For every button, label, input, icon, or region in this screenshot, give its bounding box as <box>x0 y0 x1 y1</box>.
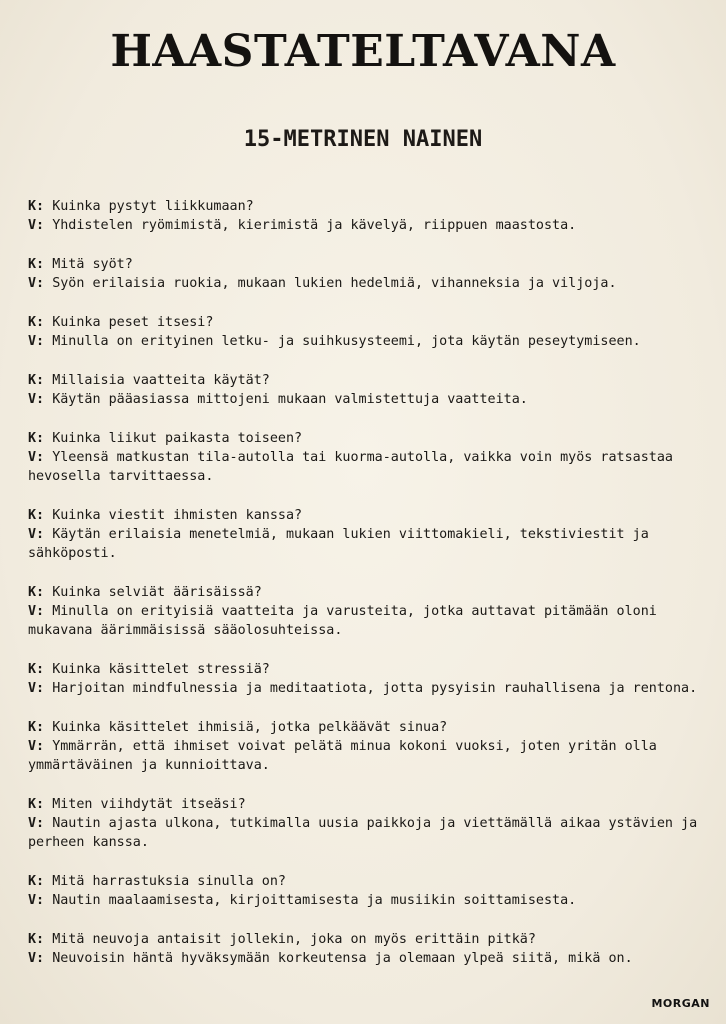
question-prefix: K: <box>28 508 45 523</box>
answer-line <box>28 679 703 698</box>
answer-line <box>28 949 703 968</box>
question-prefix: K: <box>28 932 45 947</box>
answer-text: Minulla on erityinen letku- ja suihkusysteemi, jota käytän peseytymiseen. <box>52 334 641 349</box>
question-text: Kuinka käsittelet stressiä? <box>52 662 270 677</box>
question-text: Kuinka selviät äärisäissä? <box>52 585 262 600</box>
answer-text: Käytän pääasiassa mittojeni mukaan valmistettuja vaatteita. <box>52 392 528 407</box>
answer-text: Nautin maalaamisesta, kirjoittamisesta ja musiikin soittamisesta. <box>52 893 577 908</box>
page-title: HAASTATELTAVANA <box>110 26 616 77</box>
answer-line <box>28 274 703 293</box>
answer-text: Neuvoisin häntä hyväksymään korkeutensa ja olemaan ylpeä siitä, mikä on. <box>52 951 633 966</box>
question-prefix: K: <box>28 431 45 446</box>
question-line <box>28 660 703 679</box>
answer-line <box>28 602 703 640</box>
answer-prefix: V: <box>28 604 45 619</box>
artist-signature: MORGAN <box>651 997 710 1010</box>
answer-prefix: V: <box>28 527 45 542</box>
question-line <box>28 197 703 216</box>
question-prefix: K: <box>28 874 45 889</box>
answer-line <box>28 814 703 852</box>
answer-prefix: V: <box>28 893 45 908</box>
qa-item <box>28 718 703 775</box>
answer-text: Yleensä matkustan tila-autolla tai kuorma-autolla, vaikka voin myös ratsastaa hevosella tarvittaessa. <box>28 450 673 484</box>
question-text: Millaisia vaatteita käytät? <box>52 373 270 388</box>
answer-text: Ymmärrän, että ihmiset voivat pelätä minua kokoni vuoksi, joten yritän olla ymmärtäväinen ja kunnioittava. <box>28 739 657 773</box>
question-line <box>28 371 703 390</box>
question-prefix: K: <box>28 662 45 677</box>
qa-item <box>28 371 703 409</box>
answer-line <box>28 390 703 409</box>
page-subtitle: 15-METRINEN NAINEN <box>243 127 483 152</box>
qa-item <box>28 872 703 910</box>
qa-list <box>28 197 703 988</box>
answer-line <box>28 448 703 486</box>
answer-line <box>28 737 703 775</box>
answer-prefix: V: <box>28 334 45 349</box>
qa-item <box>28 795 703 852</box>
question-prefix: K: <box>28 797 45 812</box>
qa-item <box>28 197 703 235</box>
question-prefix: K: <box>28 585 45 600</box>
question-text: Kuinka liikut paikasta toiseen? <box>52 431 303 446</box>
answer-prefix: V: <box>28 276 45 291</box>
question-prefix: K: <box>28 257 45 272</box>
question-line <box>28 795 703 814</box>
answer-line <box>28 525 703 563</box>
answer-prefix: V: <box>28 681 45 696</box>
answer-line <box>28 332 703 351</box>
answer-prefix: V: <box>28 450 45 465</box>
question-text: Mitä syöt? <box>52 257 133 272</box>
question-line <box>28 718 703 737</box>
question-line <box>28 506 703 525</box>
question-text: Kuinka peset itsesi? <box>52 315 214 330</box>
answer-prefix: V: <box>28 218 45 233</box>
answer-text: Syön erilaisia ruokia, mukaan lukien hedelmiä, vihanneksia ja viljoja. <box>52 276 617 291</box>
question-line <box>28 255 703 274</box>
answer-text: Käytän erilaisia menetelmiä, mukaan lukien viittomakieli, tekstiviestit ja sähköposti. <box>28 527 649 561</box>
question-text: Miten viihdytät itseäsi? <box>52 797 246 812</box>
answer-prefix: V: <box>28 951 45 966</box>
answer-text: Harjoitan mindfulnessia ja meditaatiota, jotta pysyisin rauhallisena ja rentona. <box>52 681 698 696</box>
question-text: Mitä harrastuksia sinulla on? <box>52 874 286 889</box>
qa-item <box>28 506 703 563</box>
answer-line <box>28 216 703 235</box>
question-text: Kuinka käsittelet ihmisiä, jotka pelkäävät sinua? <box>52 720 448 735</box>
answer-prefix: V: <box>28 816 45 831</box>
question-line <box>28 583 703 602</box>
question-text: Mitä neuvoja antaisit jollekin, joka on myös erittäin pitkä? <box>52 932 536 947</box>
question-line <box>28 872 703 891</box>
qa-item <box>28 313 703 351</box>
qa-item <box>28 660 703 698</box>
question-line <box>28 313 703 332</box>
answer-line <box>28 891 703 910</box>
question-prefix: K: <box>28 315 45 330</box>
qa-item <box>28 583 703 640</box>
qa-item <box>28 930 703 968</box>
question-line <box>28 429 703 448</box>
question-text: Kuinka pystyt liikkumaan? <box>52 199 254 214</box>
answer-text: Nautin ajasta ulkona, tutkimalla uusia paikkoja ja viettämällä aikaa ystävien ja perheen kanssa. <box>28 816 698 850</box>
question-prefix: K: <box>28 373 45 388</box>
answer-prefix: V: <box>28 739 45 754</box>
answer-text: Minulla on erityisiä vaatteita ja varusteita, jotka auttavat pitämään oloni mukavana äärimmäisissä sääolosuhteissa. <box>28 604 657 638</box>
qa-item <box>28 429 703 486</box>
answer-prefix: V: <box>28 392 45 407</box>
answer-text: Yhdistelen ryömimistä, kierimistä ja kävelyä, riippuen maastosta. <box>52 218 577 233</box>
question-text: Kuinka viestit ihmisten kanssa? <box>52 508 303 523</box>
qa-item <box>28 255 703 293</box>
question-prefix: K: <box>28 720 45 735</box>
question-line <box>28 930 703 949</box>
question-prefix: K: <box>28 199 45 214</box>
